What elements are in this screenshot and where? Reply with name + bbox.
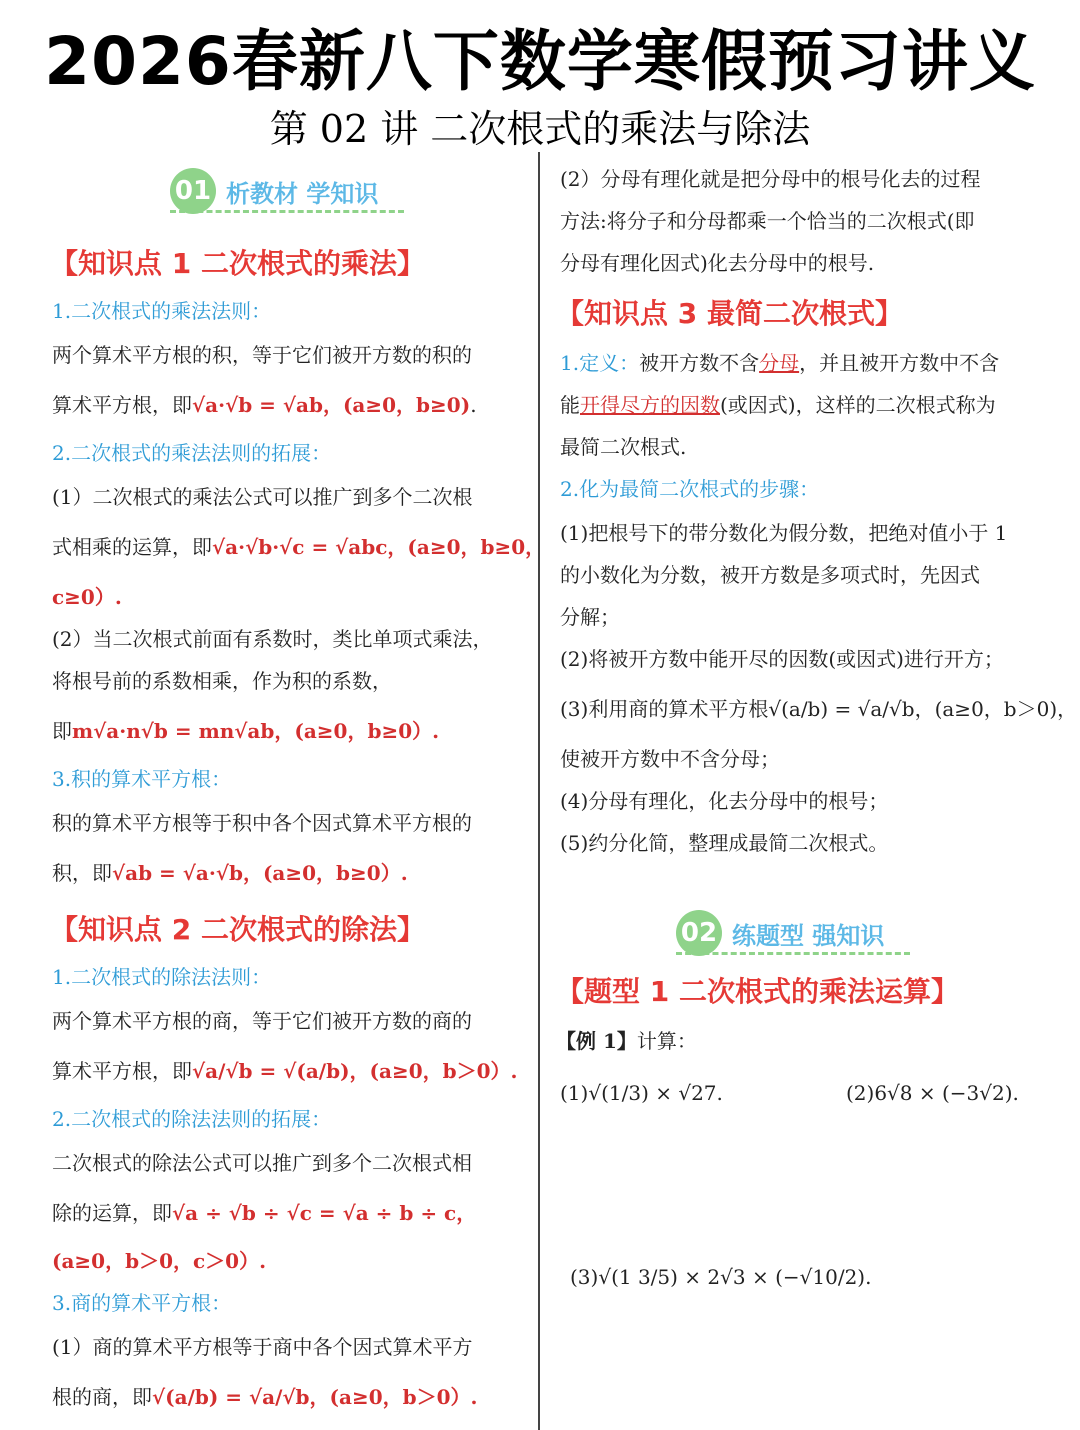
step-text: (3)利用商的算术平方根 — [560, 697, 769, 721]
question-type-heading: 【题型 1 二次根式的乘法运算】 — [556, 975, 959, 1008]
def-text: 被开方数不含 — [639, 351, 760, 375]
kp1-text-line — [52, 532, 545, 562]
step-text: (1)把根号下的带分数化为假分数，把绝对值小于 1 — [560, 521, 1008, 545]
formula: √ab = √a·√b，(a≥0，b≥0）. — [112, 861, 408, 885]
formula: √a ÷ √b ÷ √c = √a ÷ b ÷ c， — [172, 1201, 477, 1225]
def-highlight: 分母 — [759, 351, 800, 375]
kp2-heading: 【知识点 2 二次根式的除法】 — [50, 913, 425, 946]
problem-1: (1)√(1/3) × √27. — [560, 1081, 723, 1105]
step-text-line — [560, 694, 1077, 724]
formula: √(a/b) = √a/√b，(a≥0，b＞0）. — [152, 1385, 478, 1409]
document-title: 2026春新八下数学寒假预习讲义 — [44, 23, 1036, 100]
right-text: 方法:将分子和分母都乘一个恰当的二次根式(即 — [560, 209, 975, 233]
section-number: 01 — [170, 168, 216, 214]
example-line — [556, 1026, 697, 1056]
section-badge-01 — [170, 168, 378, 214]
definition-line — [560, 348, 999, 378]
formula: c≥0）. — [52, 585, 122, 609]
kp2-text-line — [52, 1382, 478, 1412]
punct: . — [470, 393, 477, 417]
kp2-text: 算术平方根，即 — [52, 1059, 192, 1083]
section-label: 析教材 学知识 — [226, 179, 379, 208]
example-label: 【例 1】 — [556, 1029, 637, 1053]
step-text: 使被开方数中不含分母； — [560, 747, 780, 771]
kp1-heading: 【知识点 1 二次根式的乘法】 — [50, 247, 425, 280]
def-highlight: 开得尽方的因数 — [580, 393, 720, 417]
kp2-text: 根的商，即 — [52, 1385, 152, 1409]
kp1-text: 式相乘的运算，即 — [52, 535, 212, 559]
section-label: 练题型 强知识 — [732, 921, 885, 950]
step-text: 分解； — [560, 605, 620, 629]
problem-2: (2)6√8 × (−3√2). — [846, 1081, 1019, 1105]
right-text: (2）分母有理化就是把分母中的根号化去的过程 — [560, 167, 981, 191]
kp2-subheading-1: 1.二次根式的除法法则： — [52, 965, 272, 989]
kp1-text: 积，即 — [52, 861, 112, 885]
kp1-text: (2）当二次根式前面有系数时，类比单项式乘法， — [52, 627, 493, 651]
kp1-text: 两个算术平方根的积，等于它们被开方数的积的 — [52, 343, 472, 367]
step-text: (2)将被开方数中能开尽的因数(或因式)进行开方； — [560, 647, 1004, 671]
def-text: ，并且被开方数中不含 — [799, 351, 1000, 375]
formula: √(a/b) = √a/√b，(a≥0，b＞0)， — [768, 697, 1078, 721]
kp1-text-line — [52, 858, 408, 888]
kp2-text: 除的运算，即 — [52, 1201, 172, 1225]
kp2-subheading-2: 2.二次根式的除法法则的拓展： — [52, 1107, 332, 1131]
section-number: 02 — [676, 910, 722, 956]
section-underline — [676, 952, 910, 955]
definition-label: 1.定义： — [560, 351, 640, 375]
definition-line — [560, 390, 996, 420]
kp1-subheading-2: 2.二次根式的乘法法则的拓展： — [52, 441, 332, 465]
def-text: (或因式)，这样的二次根式称为 — [720, 393, 996, 417]
section-underline — [170, 210, 404, 213]
kp1-subheading-3: 3.积的算术平方根： — [52, 767, 232, 791]
formula: (a≥0，b＞0，c＞0）. — [52, 1249, 267, 1273]
def-text: 最简二次根式. — [560, 435, 687, 459]
right-text: 分母有理化因式)化去分母中的根号. — [560, 251, 875, 275]
formula: m√a·n√b = mn√ab，(a≥0，b≥0）. — [72, 719, 440, 743]
kp2-subheading-3: 3.商的算术平方根： — [52, 1291, 232, 1315]
step-text: 的小数化为分数，被开方数是多项式时，先因式 — [560, 563, 980, 587]
formula: √a/√b = √(a/b)，(a≥0，b＞0）. — [192, 1059, 518, 1083]
kp1-text: (1）二次根式的乘法公式可以推广到多个二次根 — [52, 485, 473, 509]
kp2-text-line — [52, 1198, 476, 1228]
section-badge-02 — [676, 910, 884, 956]
kp1-text: 积的算术平方根等于积中各个因式算术平方根的 — [52, 811, 472, 835]
kp1-subheading-1: 1.二次根式的乘法法则： — [52, 299, 272, 323]
step-text: (5)约分化简，整理成最简二次根式。 — [560, 831, 889, 855]
kp1-text: 即 — [52, 719, 72, 743]
formula: √a·√b = √ab，(a≥0，b≥0) — [192, 393, 471, 417]
def-text: 能 — [560, 393, 580, 417]
steps-heading: 2.化为最简二次根式的步骤： — [560, 477, 820, 501]
example-text: 计算： — [636, 1029, 697, 1053]
column-divider — [538, 152, 540, 1430]
kp2-text-line — [52, 1056, 518, 1086]
kp1-text-line — [52, 716, 439, 746]
kp2-text: 两个算术平方根的商，等于它们被开方数的商的 — [52, 1009, 472, 1033]
lesson-subtitle: 第 02 讲 二次根式的乘法与除法 — [269, 107, 811, 151]
kp2-text: (1）商的算术平方根等于商中各个因式算术平方 — [52, 1335, 473, 1359]
kp1-text: 算术平方根，即 — [52, 393, 192, 417]
step-text: (4)分母有理化，化去分母中的根号； — [560, 789, 889, 813]
kp2-text: 二次根式的除法公式可以推广到多个二次根式相 — [52, 1151, 472, 1175]
kp1-text-line — [52, 390, 477, 420]
formula: √a·√b·√c = √abc，(a≥0，b≥0， — [212, 535, 546, 559]
kp1-text: 将根号前的系数相乘，作为积的系数， — [52, 669, 392, 693]
problem-3: (3)√(1 3/5) × 2√3 × (−√10/2). — [570, 1265, 872, 1289]
kp3-heading: 【知识点 3 最简二次根式】 — [556, 297, 903, 330]
